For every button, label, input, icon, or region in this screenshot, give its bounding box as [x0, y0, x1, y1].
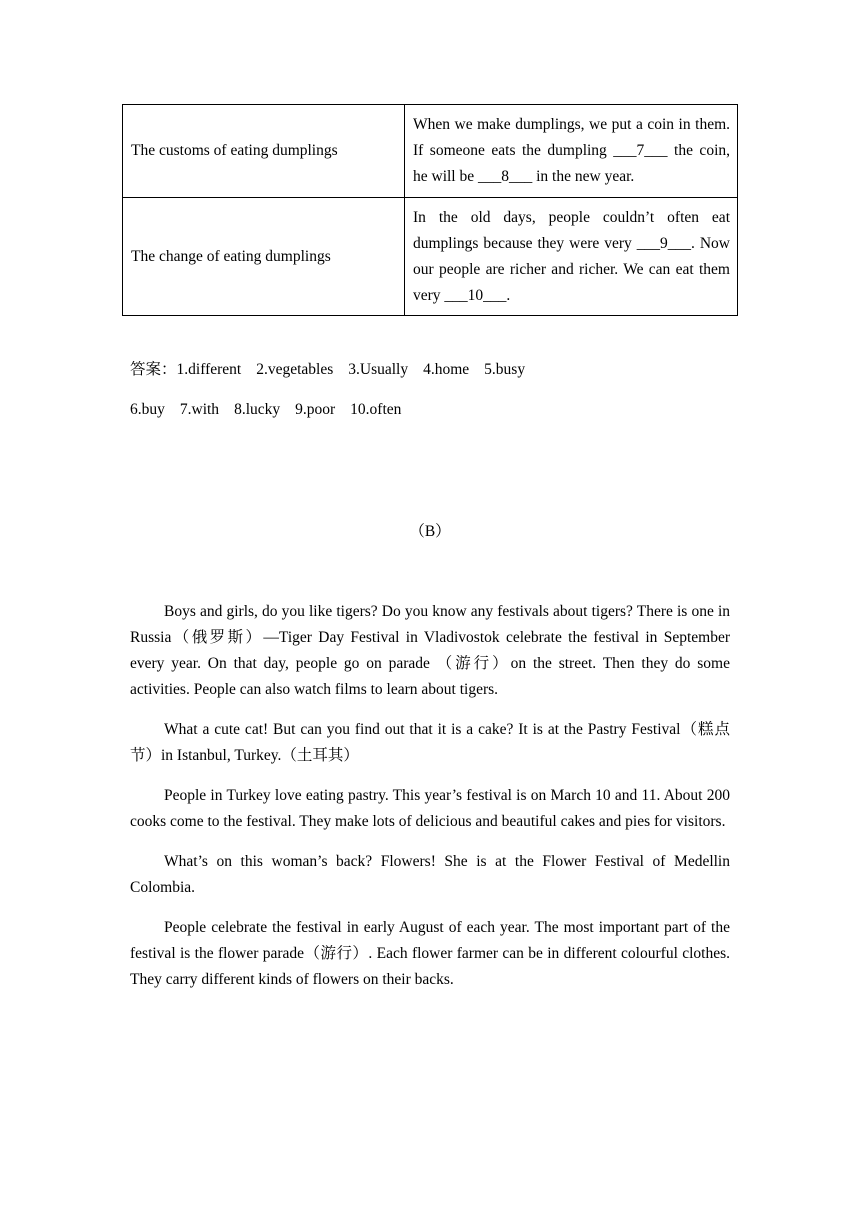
- passage-paragraph: What a cute cat! But can you find out that it is a cake? It is at the Pastry Festival（糕点节）in Istanbul, Turkey.（土耳其）: [130, 721, 730, 764]
- answer-item: 10.often: [350, 401, 402, 418]
- row-label: The customs of eating dumplings: [123, 105, 405, 198]
- answer-key: [130, 357, 730, 423]
- row-description: In the old days, people couldn’t often eat dumplings because they were very ___9___. Now our people are richer and richer. We can eat them very ___10___.: [405, 198, 738, 316]
- section-title: （B）: [409, 523, 451, 540]
- answer-item: 7.with: [179, 401, 220, 418]
- table-row: [123, 198, 738, 316]
- answer-item: 4.home: [423, 361, 470, 378]
- answer-item: 6.buy: [130, 401, 165, 418]
- answer-line-1: [130, 357, 730, 383]
- passage-paragraph: People celebrate the festival in early August of each year. The most important part of the festival is the flower parade（游行）. Each flower farmer can be in different colourful clothes. They carry different kinds of flowers on their backs.: [130, 919, 730, 988]
- answer-item: 8.lucky: [234, 401, 281, 418]
- row-description: When we make dumplings, we put a coin in them. If someone eats the dumpling ___7___ the coin, he will be ___8___ in the new year.: [405, 105, 738, 198]
- dumplings-table: [122, 104, 738, 316]
- answer-item: 5.busy: [484, 361, 526, 378]
- passage-paragraph: What’s on this woman’s back? Flowers! She is at the Flower Festival of Medellin Colombia.: [130, 853, 730, 896]
- row-label: The change of eating dumplings: [123, 198, 405, 316]
- passage-paragraph: Boys and girls, do you like tigers? Do you know any festivals about tigers? There is one in Russia（俄罗斯）—Tiger Day Festival in Vladivostok celebrate the festival in September every year. On that day, people go on parade （游行）on the street. Then they do some activities. People can also watch films to learn about tigers.: [130, 603, 730, 698]
- answer-line-2: [130, 397, 730, 423]
- answer-prefix: 答案：: [130, 361, 177, 378]
- table-row: [123, 105, 738, 198]
- answer-item: 3.Usually: [348, 361, 409, 378]
- answer-item: 2.vegetables: [256, 361, 334, 378]
- answer-item: 9.poor: [295, 401, 336, 418]
- reading-passage: [130, 599, 730, 1007]
- passage-paragraph: People in Turkey love eating pastry. This year’s festival is on March 10 and 11. About 200 cooks come to the festival. They make lots of delicious and beautiful cakes and pies for visitors.: [130, 787, 730, 830]
- answer-item: 1.different: [176, 361, 242, 378]
